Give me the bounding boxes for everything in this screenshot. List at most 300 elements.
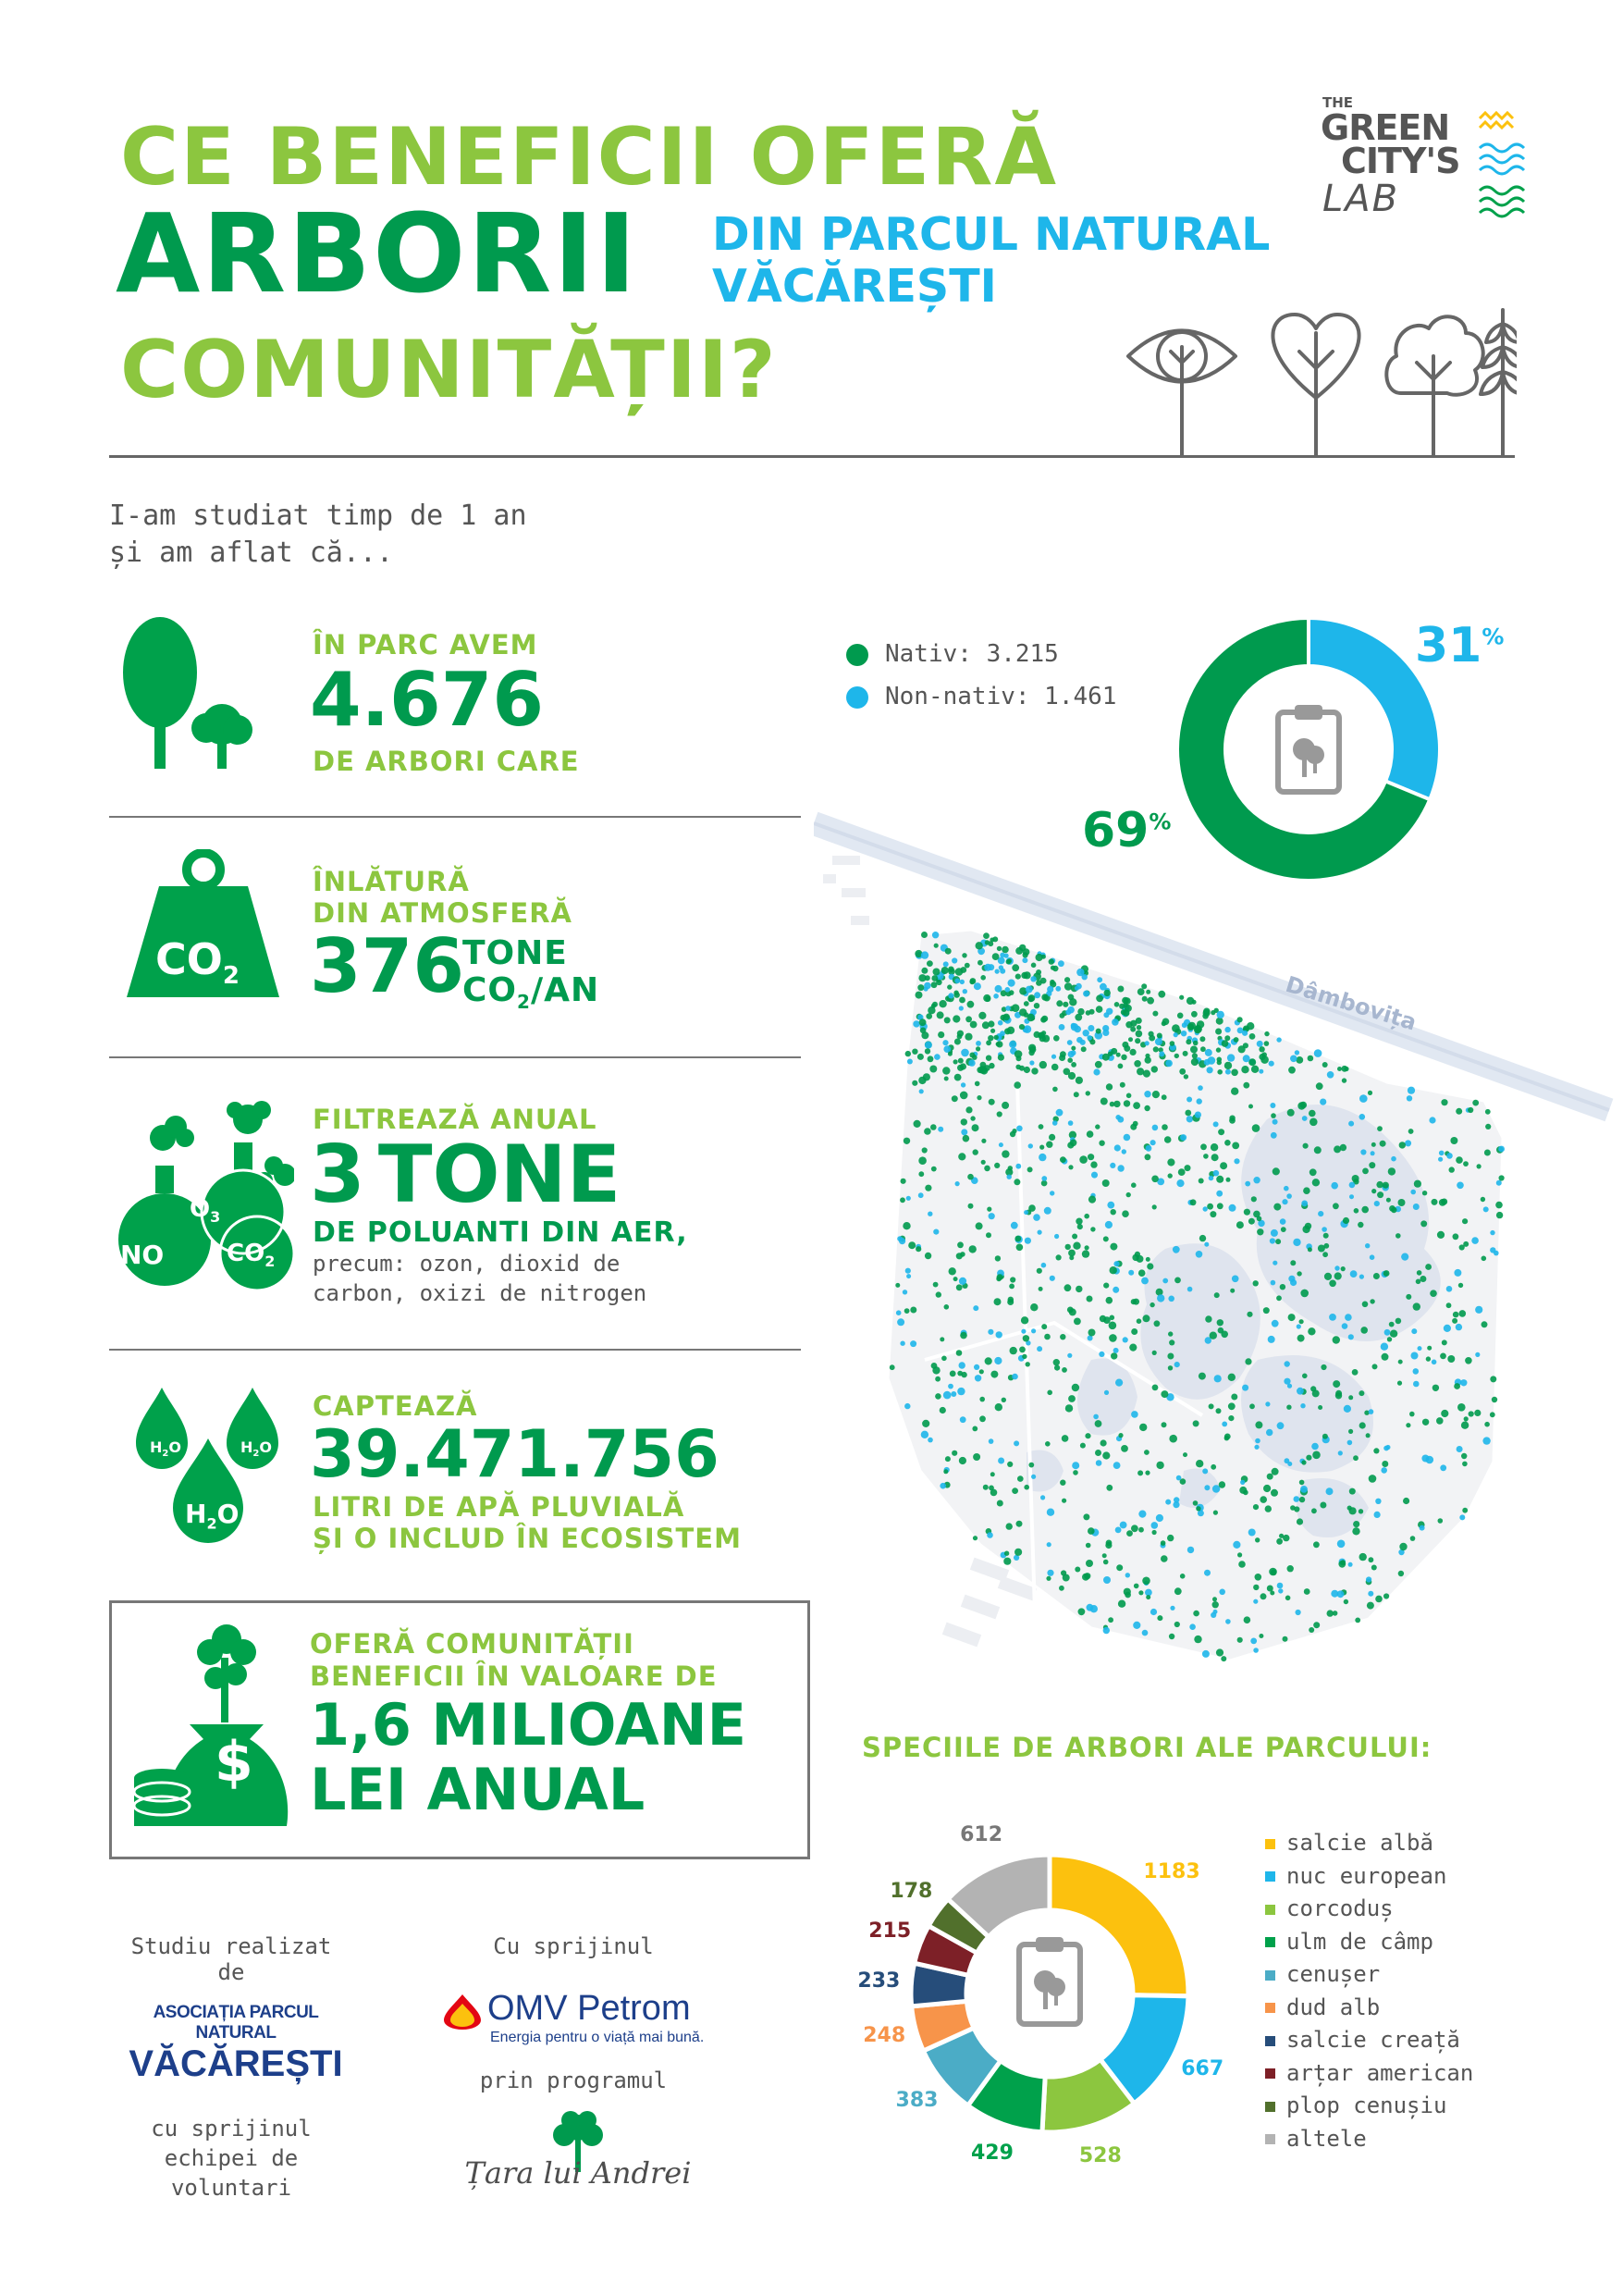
tree-dot [957,1241,964,1248]
species-label-3: 429 [970,2142,1014,2166]
tree-dot [1227,1054,1235,1061]
tree-dot [1348,1334,1354,1339]
tree-dot [1121,1445,1128,1452]
tree-dot [1106,1083,1113,1090]
species-label-5: 248 [863,2024,906,2048]
tree-dot [1128,1270,1134,1276]
divider-1 [109,816,801,818]
tree-dot [1253,1504,1259,1510]
tree-dot [1161,1540,1166,1546]
tree-dot [1055,986,1061,992]
tree-dot [965,1033,972,1041]
tree-dot [984,964,991,971]
flask-co2-sub: 2 [264,1253,276,1271]
tree-dot [1202,1013,1209,1019]
tree-dot [1405,1140,1411,1146]
tree-dot [1144,1091,1150,1097]
tree-dot [1490,1412,1495,1417]
tree-dot [1327,1610,1334,1616]
tree-dot [1147,997,1154,1005]
tree-dot [925,1185,931,1191]
tree-dot [985,1357,992,1364]
tree-dot [1110,1163,1115,1168]
tree-dot [1456,1156,1463,1164]
tree-dot [961,1118,967,1125]
tree-dot [1216,1408,1222,1413]
tree-dot [1344,1599,1348,1604]
tree-dot [1432,1199,1438,1205]
tree-dot [1449,1167,1455,1172]
tree-dot [1494,1251,1499,1256]
tree-dot [1425,1264,1432,1270]
tree-dot [1271,1489,1278,1497]
tree-dot [939,1000,946,1007]
tree-dot [1367,1602,1374,1610]
drop1-o: O [168,1438,181,1456]
tree-dot [1232,1142,1239,1150]
tree-dot [1348,1562,1353,1567]
tree-dot [1389,1205,1396,1212]
tree-dot [1142,1630,1149,1636]
tree-dot [1023,952,1028,957]
tree-dot [905,1051,911,1056]
tree-dot [1444,1325,1451,1332]
tree-dot [962,953,966,957]
tree-dot [1113,1287,1119,1293]
tree-dot [899,1238,905,1244]
tree-dot [1389,1322,1395,1327]
volunteers-text [111,2114,351,2203]
tree-dot [1286,1193,1292,1199]
tree-dot [1253,1599,1258,1604]
tree-dot [895,1283,900,1288]
tree-dot [905,1268,911,1274]
species-title: SPECIILE DE ARBORI ALE PARCULUI: [862,1732,1432,1763]
tree-dot [1422,1419,1429,1426]
co2-icon-text [155,934,240,990]
tree-dot [1072,1384,1079,1391]
tree-dot [1136,1031,1143,1038]
tree-dot [906,1196,911,1201]
tree-dot [1174,1054,1179,1058]
tree-dot [1396,1233,1401,1239]
tree-dot [1187,997,1194,1005]
tree-dot [1365,1243,1370,1248]
tree-dot [1220,1162,1227,1169]
tree-dot [1003,1558,1011,1565]
tree-dot [1232,1276,1239,1283]
tree-dot [1028,1204,1036,1212]
header-divider [109,455,1515,458]
tree-dot [937,1011,944,1018]
native-pct-sign: % [1149,809,1172,835]
tree-dot [1157,1294,1164,1302]
flask-co2-co: CO [227,1240,265,1267]
tree-dot [1145,1471,1150,1475]
flask-o3-label [190,1195,220,1226]
tree-dot [1022,957,1027,963]
species-legend-swatch-9 [1265,2134,1275,2144]
tree-dot [1380,1141,1386,1147]
tree-dot [914,1120,921,1128]
tree-dot [1285,1361,1290,1366]
co2-unit2-an: /AN [530,971,600,1009]
tree-dot [918,1156,927,1165]
drop2-label [240,1438,272,1459]
tree-dot [1462,1508,1468,1513]
species-legend-item-1 [1265,1860,1473,1894]
tree-dot [1342,1078,1346,1082]
tree-dot [1124,1134,1131,1142]
tree-dot [1331,1182,1338,1190]
tree-dot [1100,1098,1108,1105]
tree-dot [1413,1368,1420,1375]
tree-dot [1322,1434,1328,1439]
tree-dot [998,1055,1004,1061]
tree-dot [1216,1176,1223,1183]
tree-dot [1287,1565,1294,1572]
tree-dot [1174,1622,1180,1627]
tree-dot [960,1092,968,1100]
tree-dot [1354,1208,1359,1214]
tree-dot [1016,1244,1024,1252]
tree-dot [1204,1570,1211,1576]
tree-dot [1249,1403,1255,1409]
tree-dot [896,1310,902,1315]
tree-dot [1117,1117,1124,1123]
tree-dot [917,984,924,991]
program-label: prin programul [479,2068,668,2093]
tree-dot [1362,1302,1369,1308]
tree-dot [1075,1567,1080,1573]
tree-dot [1095,1450,1101,1456]
species-legend-item-8 [1265,2090,1473,2123]
tree-dot [1120,1082,1125,1088]
tree-dot [987,1532,993,1538]
tree-dot [1259,1046,1264,1052]
tree-dot [1459,1310,1467,1317]
tree-dot [1082,1250,1089,1257]
tree-dot [1105,1221,1113,1228]
tree-dot [1121,1055,1126,1060]
tree-dot [1133,1299,1139,1305]
tree-dot [904,1308,910,1314]
tree-dot [960,980,965,984]
tree-dot [972,1426,977,1432]
tree-dot [1052,966,1058,971]
tree-dot [1202,1468,1208,1474]
tree-dot [1041,1324,1047,1329]
tree-dot [1453,1233,1459,1240]
tree-dot [921,932,928,938]
tree-dot [1182,1022,1187,1028]
tree-dot [1268,1336,1275,1343]
pollutants-label: FILTREAZĂ ANUAL [313,1104,597,1135]
tree-dot [1174,1497,1179,1502]
tree-dot [959,997,965,1004]
tree-dot [929,1066,937,1073]
tree-dot [1475,1352,1480,1357]
tree-dot [1385,1445,1390,1450]
flask-no-label: NO [120,1240,165,1270]
tree-dot [1006,959,1012,965]
tree-dot [1482,1437,1490,1444]
tree-dot [1348,1121,1354,1127]
tree-dot [1447,1355,1455,1363]
tree-dot [1297,1388,1304,1395]
water-sub1: LITRI DE APĂ PLUVIALĂ [313,1491,685,1523]
tree-dot [1288,1067,1296,1074]
tree-dot [1126,1093,1132,1099]
tree-dot [1271,1113,1276,1118]
tree-dot [1461,1453,1467,1459]
tree-dot [1213,1610,1218,1614]
tree-dot [976,1222,983,1229]
support-label: Cu sprijinul [493,1933,654,1959]
tree-dot [1432,1360,1437,1365]
tree-dot [1125,1592,1131,1599]
drop1-sub: 2 [162,1449,169,1460]
tree-dot [1189,1623,1196,1630]
tree-dot [1283,1535,1289,1541]
tree-dot [1025,1238,1031,1244]
tree-dot [1314,1049,1322,1057]
tree-dot [965,1106,972,1113]
tree-dot [1297,1324,1301,1328]
tree-dot [982,1021,990,1029]
tree-dot [968,1059,975,1066]
tree-dot [1257,1041,1263,1047]
tree-dot [1370,1254,1375,1260]
tree-dot [928,1212,932,1216]
tree-dot [1124,1045,1130,1052]
tree-dot [921,951,928,958]
tree-dot [1441,1410,1448,1417]
tree-dot [1267,1474,1273,1480]
tree-dot [1349,1488,1356,1495]
program-name: Țara lui Andrei [464,2155,692,2191]
tree-dot [1293,1239,1300,1246]
tree-dot [1421,1455,1429,1463]
pollutants-unit: TONE [377,1129,621,1221]
tree-dot [1361,1206,1369,1214]
tree-dot [1438,1157,1443,1162]
omv-drop-icon [439,1993,486,2030]
tree-dot [1137,1025,1141,1030]
eye-icon [1128,331,1236,459]
tree-dot [995,985,1002,993]
tree-dot [930,1124,937,1130]
volunteers-line1: cu sprijinul [151,2116,312,2142]
drop3-sub: 2 [206,1514,217,1533]
tree-dot [1369,1475,1377,1483]
tree-dot [1040,1495,1045,1500]
title-line1: CE BENEFICII OFERĂ [120,111,1058,204]
trees-icon [116,615,254,772]
tree-dot [1071,1046,1076,1051]
tree-dot [1253,1648,1259,1653]
tree-dot [1288,1314,1296,1321]
tree-dot [1270,1103,1275,1108]
tree-dot [1468,1107,1473,1113]
tree-dot [1213,1511,1218,1515]
tree-dot [1047,1509,1054,1516]
tree-dot [1142,996,1148,1002]
tree-dot [986,1055,991,1061]
tree-dot [1155,1038,1162,1045]
tree-dot [1145,1154,1151,1160]
tree-dot [1387,1337,1392,1341]
tree-dot [1231,1088,1238,1095]
intro-line2: și am aflat că... [109,537,394,569]
legend-native [846,640,1116,668]
tree-dot [1211,1010,1215,1015]
tree-dot [1253,1177,1260,1183]
tree-dot [1103,1283,1109,1289]
tree-dot [952,957,957,963]
tree-dot [988,1035,993,1041]
tree-dot [1046,1576,1051,1581]
park-tree-map [814,805,1618,1684]
tree-dot [1000,969,1005,974]
tree-dot [1005,1006,1011,1011]
tree-dot [1109,1334,1117,1342]
tree-dot [1413,1302,1420,1310]
tree-dot [1440,1353,1446,1360]
species-label-1: 667 [1181,2057,1224,2081]
money-label1: OFERĂ COMUNITĂȚII [310,1628,634,1660]
tree-dot [1399,1142,1406,1148]
tree-dot [1254,1445,1259,1450]
tree-dot [1437,1231,1445,1239]
tree-dot [1059,1024,1065,1031]
tree-dot [978,1012,986,1019]
tree-dot [1297,1271,1301,1276]
tree-dot [1105,1542,1112,1549]
tree-dot [918,1192,924,1198]
tree-dot [1420,1525,1425,1531]
tree-dot [1212,1485,1220,1492]
tree-dot [890,1364,895,1370]
species-legend-label-9: altele [1286,2125,1367,2152]
divider-2 [109,1056,801,1058]
tree-dot [1337,1590,1345,1598]
flask-co2-label [227,1240,275,1270]
tree-dot [1015,974,1021,980]
waves-icon [1478,111,1533,222]
tree-dot [941,967,949,974]
water-sub2: ȘI O INCLUD ÎN ECOSISTEM [313,1523,742,1554]
tree-dot [1038,1230,1042,1235]
tree-dot [1078,1608,1086,1615]
tree-dot [1144,1450,1150,1455]
clipboard-tree-icon-2 [1015,1935,1084,2028]
tree-dot [996,1041,1002,1047]
tree-dot [1296,1610,1301,1615]
tree-dot [1381,1343,1388,1351]
tree-dot [977,1095,981,1100]
tree-dot [1185,1110,1191,1117]
tree-dot [1224,1035,1230,1041]
tree-dot [1058,960,1064,967]
tree-dot [1126,1192,1131,1197]
tree-dot [1090,1161,1097,1167]
tree-dot [1037,1268,1042,1274]
tree-dot [953,1277,958,1281]
tree-dot [977,960,983,966]
tree-dot [1224,1062,1232,1069]
tree-dot [1088,1329,1096,1337]
tree-dot [1229,1204,1236,1212]
tree-dot [1165,1060,1173,1068]
tree-dot [1366,1576,1371,1582]
tree-dot [1413,1204,1420,1210]
tree-dot [1143,1070,1150,1078]
tree-dot [1483,1206,1489,1212]
tree-dot [970,1116,975,1120]
tree-dot [1131,1524,1138,1532]
tree-dot [1371,1142,1376,1147]
tree-dot [1103,1560,1109,1565]
tree-dot [1045,1441,1051,1447]
tree-dot [1026,986,1033,994]
tree-dot [1207,1204,1213,1210]
tree-dot [1280,1218,1286,1225]
tree-dot [960,1063,966,1069]
tree-dot [1269,1061,1274,1067]
co2-unit2-co: CO [462,971,518,1009]
tree-dot [997,1500,1003,1507]
tree-dot [1068,1165,1073,1169]
tree-dot [1081,1046,1087,1052]
tree-dot [928,1055,934,1062]
tree-dot [1004,954,1009,958]
tree-dot [1029,1060,1034,1065]
tree-dot [997,1111,1002,1117]
co2-unit2 [462,971,599,1013]
tree-dot [953,1059,958,1064]
tree-dot [1069,1255,1074,1260]
tree-dot [1255,1438,1260,1444]
tree-dot [931,1167,937,1172]
tree-dot [1247,1312,1252,1317]
tree-dot [1386,1198,1391,1203]
tree-dot [973,1453,980,1461]
tree-dot [1299,1480,1305,1486]
tree-dot [948,1052,953,1056]
tree-dot [1285,1596,1291,1601]
tree-dot [1276,1538,1283,1545]
tree-dot [950,1371,956,1377]
tree-dot [1007,1027,1014,1034]
tree-dot [1135,1038,1140,1043]
tree-dot [1016,1055,1022,1061]
tree-dot [1496,1212,1503,1218]
tree-dot [973,1305,978,1311]
tree-dot [1023,1335,1029,1341]
species-label-0: 1183 [1143,1860,1200,1884]
tree-dot [1015,1065,1021,1070]
tree-dot [989,1099,995,1105]
species-legend-label-2: corcoduș [1286,1895,1394,1921]
legend-native-label: Nativ: 3.215 [885,640,1059,668]
tree-dot [901,1179,906,1184]
tree-dot [1383,1593,1389,1599]
tree-dot [1096,1006,1103,1013]
tree-dot [1006,1523,1013,1529]
tree-dot [1225,1069,1231,1075]
tree-dot [1074,1092,1079,1097]
